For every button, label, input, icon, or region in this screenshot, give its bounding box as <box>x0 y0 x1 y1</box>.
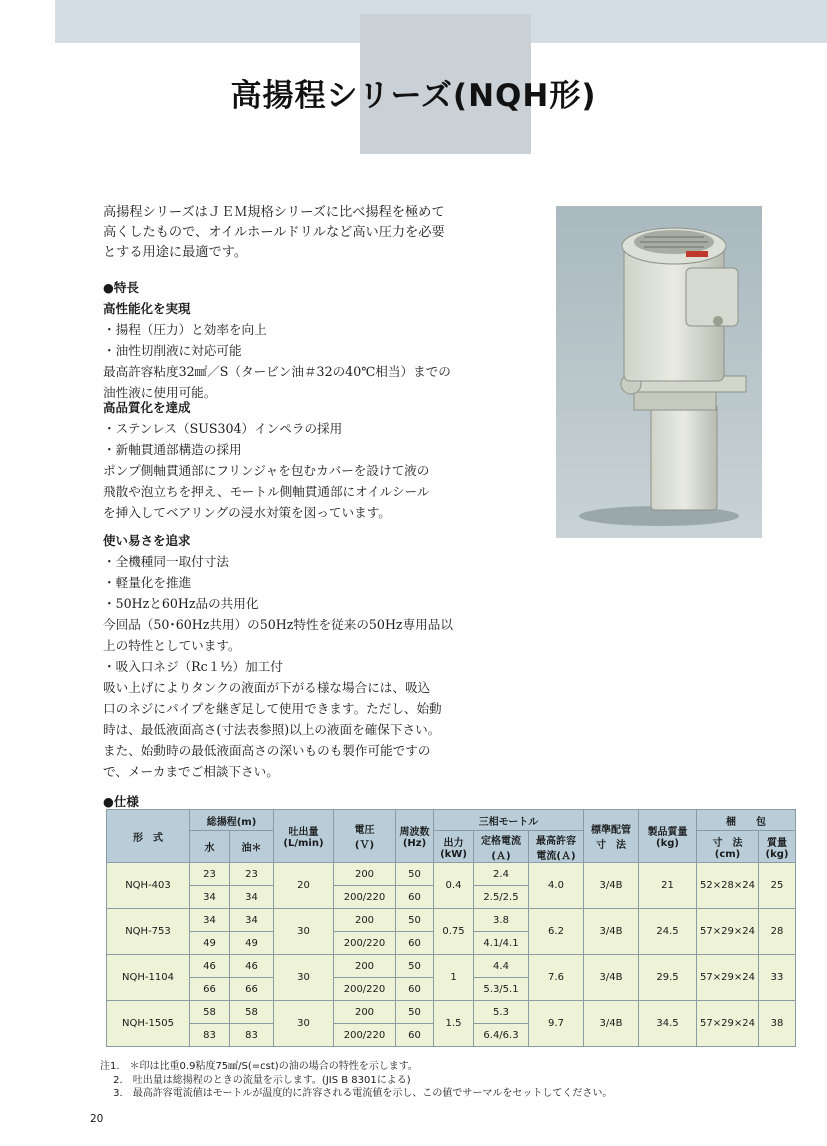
head-water: 49 <box>190 932 230 955</box>
section-line: 上の特性としています。 <box>103 638 241 653</box>
header-oil: 油＊ <box>230 831 274 863</box>
header-water: 水 <box>190 831 230 863</box>
model-cell: NQH-1505 <box>107 1001 190 1047</box>
header-model: 形 式 <box>107 810 190 863</box>
head-water: 23 <box>190 863 230 886</box>
header-output: 出力 (kW) <box>434 831 474 863</box>
section-line: 油性液に使用可能。 <box>103 385 217 400</box>
section-line: ・全機種同一取付寸法 <box>103 554 229 569</box>
section-line: 口のネジにパイプを継ぎ足して使用できます。ただし、始動 <box>103 701 442 716</box>
features-section <box>103 277 483 403</box>
pack-dim-cell: 52×28×24 <box>697 863 759 909</box>
header-total-head: 総揚程(m) <box>190 810 274 831</box>
max-current-cell: 4.0 <box>529 863 584 909</box>
rated-current-cell: 4.1/4.1 <box>474 932 529 955</box>
head-water: 46 <box>190 955 230 978</box>
freq-cell: 50 <box>396 955 434 978</box>
section-line: ポンプ側軸貫通部にフリンジャを包むカバーを設けて液の <box>103 463 430 478</box>
flow-cell: 30 <box>274 1001 334 1047</box>
pipe-cell: 3/4B <box>584 863 639 909</box>
footnotes <box>100 1060 800 1101</box>
pack-weight-cell: 38 <box>759 1001 796 1047</box>
head-oil: 46 <box>230 955 274 978</box>
features-heading: ●特長 <box>103 280 139 295</box>
header-pack-dim: 寸 法 (cm) <box>697 831 759 863</box>
voltage-cell: 200 <box>334 1001 396 1024</box>
spec-table <box>106 809 796 1047</box>
head-water: 34 <box>190 886 230 909</box>
voltage-cell: 200 <box>334 955 396 978</box>
max-current-cell: 9.7 <box>529 1001 584 1047</box>
section-heading: 高性能化を実現 <box>103 301 191 316</box>
pack-weight-cell: 25 <box>759 863 796 909</box>
voltage-cell: 200 <box>334 863 396 886</box>
section-line: ・軽量化を推進 <box>103 575 192 590</box>
pipe-cell: 3/4B <box>584 909 639 955</box>
voltage-cell: 200 <box>334 909 396 932</box>
freq-cell: 60 <box>396 932 434 955</box>
pack-weight-cell: 28 <box>759 909 796 955</box>
pack-weight-cell: 33 <box>759 955 796 1001</box>
freq-cell: 50 <box>396 863 434 886</box>
section-line: で、メーカまでご相談下さい。 <box>103 764 279 779</box>
header-voltage: 電圧 (Ｖ) <box>334 810 396 863</box>
quality-section <box>103 397 483 523</box>
header-pipe: 標準配管 寸 法 <box>584 810 639 863</box>
freq-cell: 60 <box>396 978 434 1001</box>
section-line: 今回品（50･60Hz共用）の50Hz特性を従来の50Hz専用品以 <box>103 617 453 632</box>
footnote: 注1. ＊印は比重0.9粘度75㎟/S(=cst)の油の場合の特性を示します。 <box>100 1061 418 1072</box>
head-oil: 49 <box>230 932 274 955</box>
section-line: ・ステンレス（SUS304）インペラの採用 <box>103 421 343 436</box>
head-oil: 34 <box>230 909 274 932</box>
flow-cell: 20 <box>274 863 334 909</box>
head-oil: 66 <box>230 978 274 1001</box>
model-cell: NQH-403 <box>107 863 190 909</box>
voltage-cell: 200/220 <box>334 978 396 1001</box>
rated-current-cell: 3.8 <box>474 909 529 932</box>
section-line: 吸い上げによりタンクの液面が下がる様な場合には、吸込 <box>103 680 431 695</box>
head-oil: 23 <box>230 863 274 886</box>
weight-cell: 21 <box>639 863 697 909</box>
pack-dim-cell: 57×29×24 <box>697 909 759 955</box>
section-line: 時は、最低液面高さ(寸法表参照)以上の液面を確保下さい。 <box>103 722 441 737</box>
weight-cell: 24.5 <box>639 909 697 955</box>
voltage-cell: 200/220 <box>334 1024 396 1047</box>
usability-section <box>103 530 483 782</box>
weight-cell: 34.5 <box>639 1001 697 1047</box>
flow-cell: 30 <box>274 909 334 955</box>
spec-heading: ●仕様 <box>103 794 139 809</box>
flow-cell: 30 <box>274 955 334 1001</box>
model-cell: NQH-1104 <box>107 955 190 1001</box>
head-oil: 83 <box>230 1024 274 1047</box>
voltage-cell: 200/220 <box>334 932 396 955</box>
rated-current-cell: 5.3 <box>474 1001 529 1024</box>
section-line: また、始動時の最低液面高さの深いものも製作可能ですの <box>103 743 431 758</box>
header-flow: 吐出量 (L/min) <box>274 810 334 863</box>
header-pack-weight: 質量 (kg) <box>759 831 796 863</box>
rated-current-cell: 2.5/2.5 <box>474 886 529 909</box>
head-water: 58 <box>190 1001 230 1024</box>
rated-current-cell: 2.4 <box>474 863 529 886</box>
page-title: 高揚程シリーズ(NQH形) <box>230 78 597 114</box>
section-line: ・油性切削液に対応可能 <box>103 343 242 358</box>
freq-cell: 60 <box>396 886 434 909</box>
section-line: ・50Hzと60Hz品の共用化 <box>103 596 259 611</box>
output-cell: 1 <box>434 955 474 1001</box>
section-heading: 高品質化を達成 <box>103 400 191 415</box>
freq-cell: 50 <box>396 1001 434 1024</box>
section-line: 飛散や泡立ちを押え、モートル側軸貫通部にオイルシール <box>103 484 430 499</box>
pack-dim-cell: 57×29×24 <box>697 1001 759 1047</box>
head-oil: 34 <box>230 886 274 909</box>
freq-cell: 60 <box>396 1024 434 1047</box>
output-cell: 0.4 <box>434 863 474 909</box>
footnote: 2. 吐出量は総揚程のときの流量を示します。(JIS B 8301による) <box>100 1074 411 1086</box>
voltage-cell: 200/220 <box>334 886 396 909</box>
freq-cell: 50 <box>396 909 434 932</box>
pump-illustration <box>556 206 762 538</box>
output-cell: 1.5 <box>434 1001 474 1047</box>
pipe-cell: 3/4B <box>584 955 639 1001</box>
header-weight: 製品質量 (kg) <box>639 810 697 863</box>
section-line: ・吸入口ネジ（Rc１½）加工付 <box>103 659 283 674</box>
header-rated-current: 定格電流 (Ａ) <box>474 831 529 863</box>
rated-current-cell: 5.3/5.1 <box>474 978 529 1001</box>
section-line: ・揚程（圧力）と効率を向上 <box>103 322 267 337</box>
model-cell: NQH-753 <box>107 909 190 955</box>
weight-cell: 29.5 <box>639 955 697 1001</box>
header-packing: 梱 包 <box>697 810 796 831</box>
intro-line: 高揚程シリーズはＪＥＭ規格シリーズに比べ揚程を極めて <box>103 205 445 220</box>
footnote: 3. 最高許容電流値はモートルが温度的に許容される電流値を示し、この値でサーマルをセットしてください。 <box>100 1088 613 1099</box>
page-number: 20 <box>90 1113 104 1125</box>
rated-current-cell: 4.4 <box>474 955 529 978</box>
section-line: を挿入してベアリングの浸水対策を図っています。 <box>103 505 391 520</box>
pump-photo <box>556 206 762 538</box>
pipe-cell: 3/4B <box>584 1001 639 1047</box>
intro-line: とする用途に最適です。 <box>103 245 248 260</box>
header-motor: 三相モートル <box>434 810 584 831</box>
max-current-cell: 6.2 <box>529 909 584 955</box>
section-line: 最高許容粘度32㎟／S（タービン油＃32の40℃相当）までの <box>103 364 451 379</box>
rated-current-cell: 6.4/6.3 <box>474 1024 529 1047</box>
head-oil: 58 <box>230 1001 274 1024</box>
intro-line: 高くしたもので、オイルホールドリルなど高い圧力を必要 <box>103 225 445 240</box>
section-heading: 使い易さを追求 <box>103 533 191 548</box>
output-cell: 0.75 <box>434 909 474 955</box>
header-frequency: 周波数 (Hz) <box>396 810 434 863</box>
header-max-current: 最高許容 電流(Ａ) <box>529 831 584 863</box>
head-water: 34 <box>190 909 230 932</box>
head-water: 66 <box>190 978 230 1001</box>
section-line: ・新軸貫通部構造の採用 <box>103 442 242 457</box>
intro-text <box>103 203 483 263</box>
max-current-cell: 7.6 <box>529 955 584 1001</box>
head-water: 83 <box>190 1024 230 1047</box>
pack-dim-cell: 57×29×24 <box>697 955 759 1001</box>
